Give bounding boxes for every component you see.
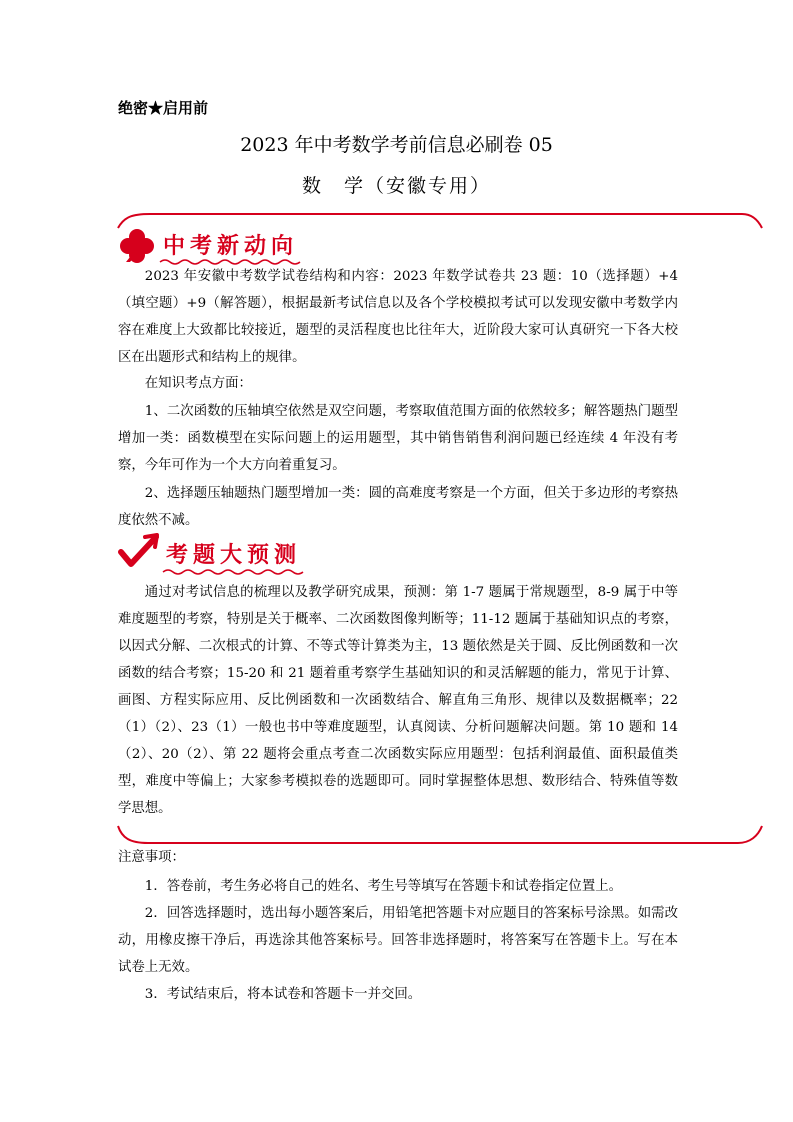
section2-underline — [163, 570, 303, 574]
section1-paragraph: 2、选择题压轴题热门题型增加一类：圆的高难度考察是一个方面，但关于多边形的考察热度依然不减。 — [118, 486, 678, 528]
note-item: 3．考试结束后，将本试卷和答题卡一并交回。 — [144, 987, 422, 1002]
note-item: 2．回答选择题时，选出每小题答案后，用铅笔把答题卡对应题目的答案标号涂黑。如需改动，用橡皮擦干净后，再选涂其他答案标号。回答非选择题时，将答案写在答题卡上。写在本试卷上无效。 — [118, 906, 678, 975]
section2-heading: 考题大预测 — [166, 542, 302, 568]
notes-title: 注意事项： — [118, 850, 185, 865]
frame-bottom-border — [118, 826, 762, 843]
frame-top-border — [118, 214, 762, 228]
section1-paragraph: 在知识考点方面： — [144, 376, 252, 391]
section1-paragraph: 2023 年安徽中考数学试卷结构和内容：2023 年数学试卷共 23 题：10（选择题）+4（填空题）+9（解答题），根据最新考试信息以及各个学校模拟考试可以发现安徽中考数学内容在难度上大致都比较接近，题型的灵活程度也比往年大，近阶段大家可认真研究一下各大校区在出题形式和结构上的规律。 — [118, 269, 678, 365]
secret-mark: 绝密★启用前 — [118, 99, 209, 117]
note-item: 1．答卷前，考生务必将自己的姓名、考生号等填写在答题卡和试卷指定位置上。 — [144, 879, 622, 894]
section1-paragraph: 1、二次函数的压轴填空依然是双空问题，考察取值范围方面的依然较多；解答题热门题型增加一类：函数模型在实际问题上的运用题型，其中销售销售利润问题已经连续 4 年没有考察，今年可作为一个大方向着重复习。 — [118, 404, 678, 473]
section2-paragraph: 通过对考试信息的梳理以及教学研究成果，预测：第 1-7 题属于常规题型，8-9 属于中等难度题型的考察，特别是关于概率、二次函数图像判断等；11-12 题属于基础知识点的考察，以因式分解、二次根式的计算、不等式等计算类为主，13 题依然是关于圆、反比例函数和一次函数的结合考察；15-20 和 21 题着重考察学生基础知识的和灵活解题的能力，常见于计算、画图、方程实际应用、反比例函数和一次函数结合、解直角三角形、规律以及数据概率；22（1）（2）、23（1）一般也书中等难度题型，认真阅读、分析问题解决问题。第 10 题和 14（2）、20（2）、第 22 题将会重点考查二次函数实际应用题型：包括利润最值、面积最值类型，难度中等偏上；大家参考模拟卷的选题即可。同时掌握整体思想、数形结合、特殊值等数学思想。 — [118, 585, 678, 816]
check-arrow-icon — [121, 535, 157, 564]
clover-flower-icon — [120, 229, 154, 263]
section1-heading: 中考新动向 — [163, 233, 299, 259]
paper-title: 2023 年中考数学考前信息必刷卷 05 — [240, 134, 553, 156]
paper-subtitle: 数 学（安徽专用） — [301, 175, 491, 197]
